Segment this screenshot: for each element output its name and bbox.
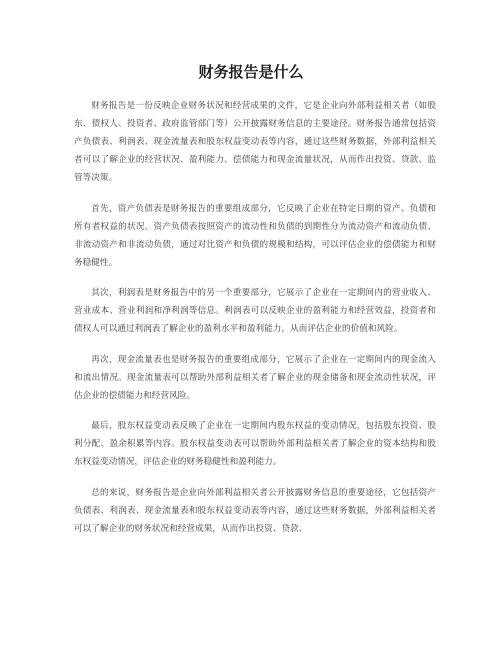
document-title: 财务报告是什么	[198, 63, 304, 81]
paragraph-summary: 总的来说，财务报告是企业向外部利益相关者公开披露财务信息的重要途径，它包括资产负债表、利润表、现金流量表和股东权益变动表等内容，通过这些财务数据，外部利益相关者可以了解企业的财务状况和经营成果，从而作出投资、贷款、	[74, 487, 436, 534]
paragraph-income-statement: 其次，利润表是财务报告中的另一个重要部分，它展示了企业在一定期间内的营业收入、营业成本、营业利润和净利润等信息。利润表可以反映企业的盈利能力和经营效益，投资者和债权人可以通过利润表了解企业的盈利水平和盈利能力，从而评估企业的价值和风险。	[74, 288, 436, 335]
document-body	[74, 97, 436, 551]
paragraph-equity-changes: 最后，股东权益变动表反映了企业在一定期间内股东权益的变动情况，包括股东投资、股利分配、盈余积累等内容。股东权益变动表可以帮助外部利益相关者了解企业的资本结构和股东权益变动情况，评估企业的财务稳健性和盈利能力。	[74, 421, 436, 468]
paragraph-intro: 财务报告是一份反映企业财务状况和经营成果的文件，它是企业向外部利益相关者（如股东、债权人、投资者、政府监管部门等）公开披露财务信息的主要途径。财务报告通常包括资产负债表、利润表、现金流量表和股东权益变动表等内容，通过这些财务数据，外部利益相关者可以了解企业的经营状况、盈利能力、偿债能力和现金流量状况，从而作出投资、贷款、监管等决策。	[74, 101, 436, 183]
paragraph-cash-flow: 再次，现金流量表也是财务报告的重要组成部分，它展示了企业在一定期间内的现金流入和流出情况。现金流量表可以帮助外部利益相关者了解企业的现金储备和现金流动性状况，评估企业的偿债能力和经营风险。	[74, 354, 436, 401]
paragraph-balance-sheet: 首先，资产负债表是财务报告的重要组成部分，它反映了企业在特定日期的资产、负债和所有者权益的状况。资产负债表按照资产的流动性和负债的到期性分为流动资产和流动负债、非流动资产和非流动负债，通过对比资产和负债的规模和结构，可以评估企业的偿债能力和财务稳健性。	[74, 203, 436, 268]
